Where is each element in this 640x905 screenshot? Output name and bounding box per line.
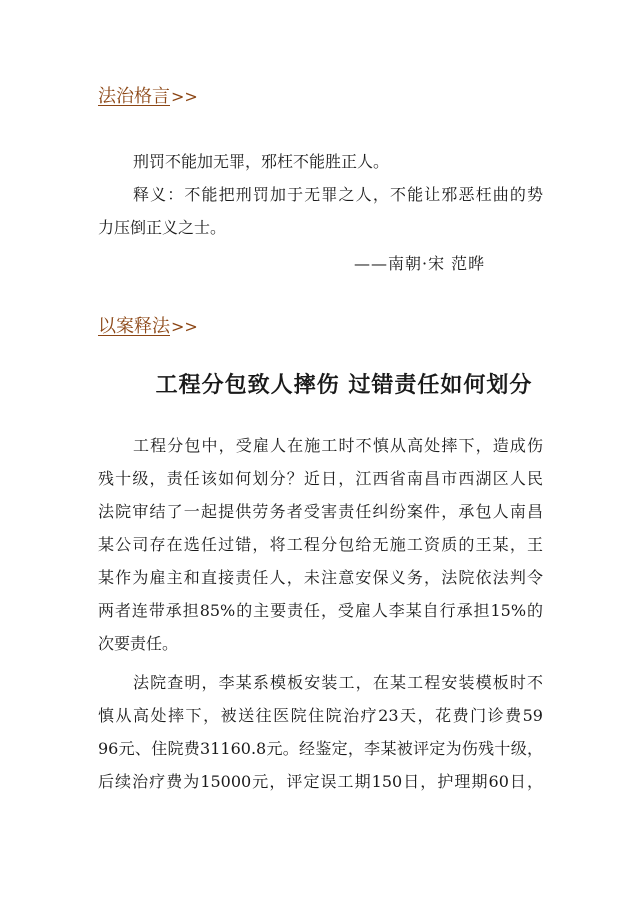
article-line: 残十级，责任该如何划分？近日，江西省南昌市西湖区人民 [98, 469, 543, 488]
article-line: 某作为雇主和直接责任人，未注意安保义务，法院依法判令 [98, 568, 543, 587]
section-heading-arrows: >> [171, 317, 198, 336]
article-line: 次要责任。 [98, 634, 179, 653]
section-heading-legal-maxim [98, 86, 198, 108]
section-heading-text: 以案释法 [98, 316, 170, 337]
maxim-explanation-line-2: 力压倒正义之士。 [98, 218, 227, 237]
section-heading-text: 法治格言 [98, 86, 170, 107]
maxim-explanation-line-1: 释义：不能把刑罚加于无罪之人，不能让邪恶枉曲的势 [133, 185, 543, 204]
article-line: 工程分包中，受雇人在施工时不慎从高处摔下，造成伤 [133, 436, 543, 455]
maxim-attribution: ——南朝·宋 范晔 [354, 254, 486, 273]
section-heading-arrows: >> [171, 87, 198, 106]
article-line: 两者连带承担85%的主要责任，受雇人李某自行承担15%的 [98, 601, 543, 620]
article-line: 后续治疗费为15000元，评定误工期150日，护理期60日， [98, 772, 543, 791]
article-line: 法院查明，李某系模板安装工，在某工程安装模板时不 [133, 673, 543, 692]
section-heading-case-study [98, 316, 198, 338]
article-title: 工程分包致人摔伤 过错责任如何划分 [155, 372, 533, 398]
maxim-text: 刑罚不能加无罪，邪枉不能胜正人。 [133, 152, 390, 171]
article-line: 96元、住院费31160.8元。经鉴定，李某被评定为伤残十级， [98, 739, 543, 758]
article-line: 慎从高处摔下，被送往医院住院治疗23天，花费门诊费59 [98, 706, 543, 725]
article-line: 法院审结了一起提供劳务者受害责任纠纷案件，承包人南昌 [98, 502, 543, 521]
article-line: 某公司存在选任过错，将工程分包给无施工资质的王某，王 [98, 535, 543, 554]
